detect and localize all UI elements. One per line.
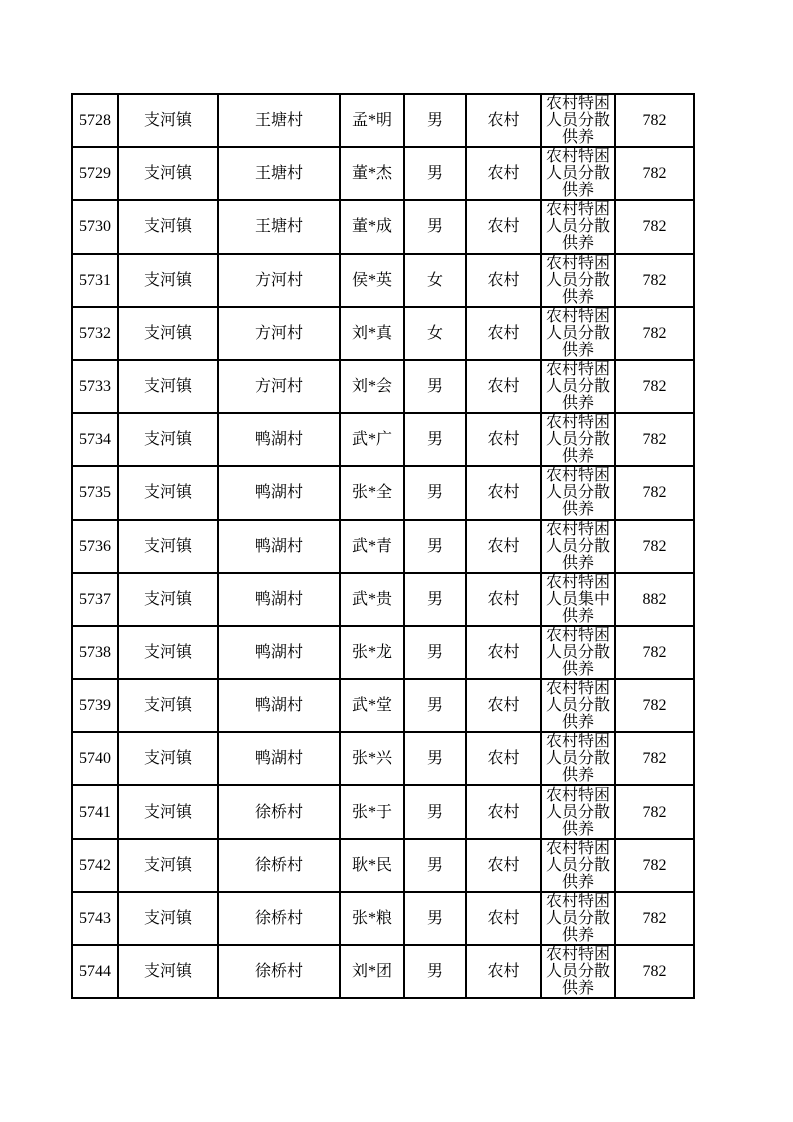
cell-serial-number: 5737 [72,573,118,626]
cell-gender: 女 [404,307,466,360]
cell-gender: 男 [404,360,466,413]
cell-gender: 男 [404,573,466,626]
cell-name: 武*青 [340,520,404,573]
cell-serial-number: 5730 [72,200,118,253]
cell-amount: 782 [615,839,694,892]
cell-name: 刘*会 [340,360,404,413]
cell-town: 支河镇 [118,94,218,147]
cell-gender: 男 [404,200,466,253]
cell-serial-number: 5729 [72,147,118,200]
cell-residence-type: 农村 [466,413,541,466]
cell-village: 鸭湖村 [218,520,340,573]
cell-name: 张*兴 [340,732,404,785]
cell-village: 王塘村 [218,147,340,200]
cell-residence-type: 农村 [466,945,541,998]
cell-name: 侯*英 [340,254,404,307]
cell-amount: 782 [615,732,694,785]
records-table-body [72,94,694,998]
cell-village: 鸭湖村 [218,732,340,785]
table-row [72,360,694,413]
cell-amount: 782 [615,413,694,466]
table-row [72,520,694,573]
cell-serial-number: 5738 [72,626,118,679]
cell-name: 孟*明 [340,94,404,147]
cell-support-category: 农村特困人员分散供养 [541,307,615,360]
cell-village: 鸭湖村 [218,679,340,732]
cell-name: 武*广 [340,413,404,466]
cell-town: 支河镇 [118,785,218,838]
cell-village: 徐桥村 [218,839,340,892]
cell-residence-type: 农村 [466,94,541,147]
cell-serial-number: 5736 [72,520,118,573]
table-row [72,679,694,732]
cell-village: 王塘村 [218,94,340,147]
table-row [72,892,694,945]
cell-support-category: 农村特困人员分散供养 [541,945,615,998]
table-row [72,307,694,360]
cell-support-category: 农村特困人员分散供养 [541,147,615,200]
cell-name: 张*于 [340,785,404,838]
cell-residence-type: 农村 [466,892,541,945]
cell-amount: 782 [615,307,694,360]
cell-town: 支河镇 [118,413,218,466]
table-row [72,147,694,200]
cell-amount: 782 [615,466,694,519]
cell-residence-type: 农村 [466,626,541,679]
cell-amount: 782 [615,520,694,573]
cell-amount: 782 [615,147,694,200]
table-row [72,200,694,253]
cell-gender: 男 [404,466,466,519]
cell-town: 支河镇 [118,945,218,998]
cell-gender: 男 [404,679,466,732]
cell-village: 方河村 [218,254,340,307]
cell-town: 支河镇 [118,466,218,519]
cell-support-category: 农村特困人员分散供养 [541,360,615,413]
table-row [72,785,694,838]
cell-support-category: 农村特困人员分散供养 [541,626,615,679]
cell-support-category: 农村特困人员分散供养 [541,785,615,838]
cell-support-category: 农村特困人员分散供养 [541,466,615,519]
cell-town: 支河镇 [118,732,218,785]
cell-gender: 男 [404,945,466,998]
cell-gender: 男 [404,839,466,892]
cell-residence-type: 农村 [466,147,541,200]
cell-town: 支河镇 [118,360,218,413]
records-table [71,93,695,999]
cell-gender: 男 [404,147,466,200]
cell-serial-number: 5741 [72,785,118,838]
cell-town: 支河镇 [118,307,218,360]
cell-amount: 882 [615,573,694,626]
cell-name: 张*粮 [340,892,404,945]
cell-village: 王塘村 [218,200,340,253]
cell-gender: 男 [404,413,466,466]
cell-amount: 782 [615,94,694,147]
cell-amount: 782 [615,254,694,307]
cell-serial-number: 5743 [72,892,118,945]
cell-support-category: 农村特困人员分散供养 [541,892,615,945]
cell-gender: 男 [404,626,466,679]
cell-residence-type: 农村 [466,307,541,360]
cell-village: 鸭湖村 [218,413,340,466]
cell-town: 支河镇 [118,200,218,253]
cell-gender: 男 [404,520,466,573]
cell-town: 支河镇 [118,679,218,732]
cell-name: 张*全 [340,466,404,519]
cell-support-category: 农村特困人员集中供养 [541,573,615,626]
cell-name: 耿*民 [340,839,404,892]
cell-amount: 782 [615,945,694,998]
cell-support-category: 农村特困人员分散供养 [541,839,615,892]
cell-village: 鸭湖村 [218,573,340,626]
cell-amount: 782 [615,360,694,413]
cell-village: 徐桥村 [218,785,340,838]
table-row [72,413,694,466]
table-row [72,466,694,519]
cell-support-category: 农村特困人员分散供养 [541,732,615,785]
cell-serial-number: 5740 [72,732,118,785]
cell-town: 支河镇 [118,626,218,679]
cell-name: 刘*真 [340,307,404,360]
table-row [72,573,694,626]
cell-village: 徐桥村 [218,945,340,998]
cell-residence-type: 农村 [466,466,541,519]
table-row [72,945,694,998]
cell-amount: 782 [615,200,694,253]
cell-gender: 男 [404,94,466,147]
cell-residence-type: 农村 [466,679,541,732]
cell-residence-type: 农村 [466,573,541,626]
cell-name: 武*贵 [340,573,404,626]
cell-amount: 782 [615,679,694,732]
cell-town: 支河镇 [118,254,218,307]
cell-name: 刘*团 [340,945,404,998]
cell-town: 支河镇 [118,892,218,945]
cell-village: 方河村 [218,307,340,360]
cell-town: 支河镇 [118,839,218,892]
cell-residence-type: 农村 [466,785,541,838]
table-row [72,254,694,307]
cell-serial-number: 5735 [72,466,118,519]
cell-residence-type: 农村 [466,732,541,785]
cell-serial-number: 5739 [72,679,118,732]
cell-serial-number: 5731 [72,254,118,307]
cell-residence-type: 农村 [466,200,541,253]
cell-residence-type: 农村 [466,254,541,307]
cell-amount: 782 [615,626,694,679]
cell-town: 支河镇 [118,573,218,626]
cell-village: 方河村 [218,360,340,413]
cell-amount: 782 [615,785,694,838]
table-row [72,94,694,147]
cell-gender: 男 [404,892,466,945]
cell-support-category: 农村特困人员分散供养 [541,200,615,253]
table-row [72,732,694,785]
cell-town: 支河镇 [118,520,218,573]
cell-serial-number: 5732 [72,307,118,360]
cell-serial-number: 5734 [72,413,118,466]
cell-village: 徐桥村 [218,892,340,945]
cell-support-category: 农村特困人员分散供养 [541,254,615,307]
cell-gender: 男 [404,732,466,785]
cell-serial-number: 5728 [72,94,118,147]
cell-residence-type: 农村 [466,360,541,413]
cell-support-category: 农村特困人员分散供养 [541,520,615,573]
table-row [72,839,694,892]
cell-town: 支河镇 [118,147,218,200]
cell-name: 董*成 [340,200,404,253]
cell-village: 鸭湖村 [218,626,340,679]
cell-serial-number: 5742 [72,839,118,892]
cell-support-category: 农村特困人员分散供养 [541,413,615,466]
cell-residence-type: 农村 [466,839,541,892]
cell-support-category: 农村特困人员分散供养 [541,679,615,732]
cell-name: 董*杰 [340,147,404,200]
table-row [72,626,694,679]
cell-village: 鸭湖村 [218,466,340,519]
cell-support-category: 农村特困人员分散供养 [541,94,615,147]
cell-gender: 女 [404,254,466,307]
cell-gender: 男 [404,785,466,838]
cell-name: 张*龙 [340,626,404,679]
cell-name: 武*堂 [340,679,404,732]
cell-residence-type: 农村 [466,520,541,573]
cell-amount: 782 [615,892,694,945]
cell-serial-number: 5744 [72,945,118,998]
cell-serial-number: 5733 [72,360,118,413]
